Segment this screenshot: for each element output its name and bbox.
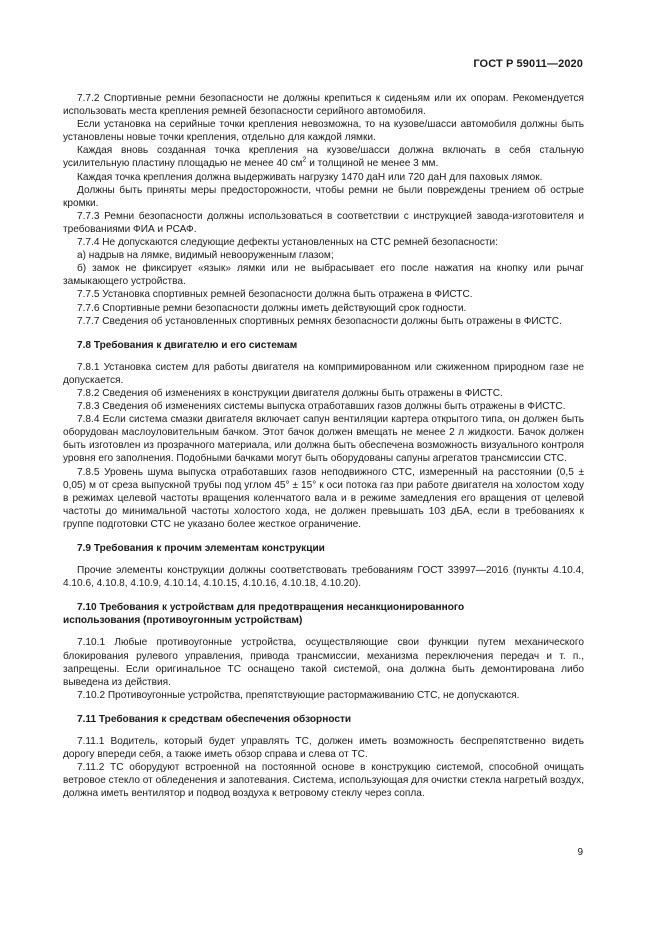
paragraph: 7.11.2 ТС оборудуют встроенной на постоянной основе в конструкцию системой, способной очищать ветровое стекло от обледенения и запотевания. Система, использующая для очистки стекла нагретый воздух, должна иметь вентилятор и подвод воздуха к ветровому стеклу через сопла.	[63, 762, 584, 800]
paragraph: Каждая точка крепления должна выдерживать нагрузку 1470 даН или 720 даН для паховых лямок.	[77, 171, 543, 183]
superscript: 2	[302, 157, 307, 165]
paragraph-plate	[63, 144, 584, 170]
list-item: а) надрыв на лямке, видимый невооруженным глазом;	[77, 250, 334, 262]
paragraph: 7.10.2 Противоугонные устройства, препятствующие растормаживанию СТС, не допускаются.	[77, 689, 520, 701]
section-heading-7-11: 7.11 Требования к средствам обеспечения обзорности	[77, 713, 352, 725]
paragraph: 7.8.2 Сведения об изменениях в конструкции двигателя должны быть отражены в ФИСТС.	[77, 387, 503, 399]
paragraph: 7.10.1 Любые противоугонные устройства, осуществляющие свои функции путем механического блокирования рулевого управления, привода трансмиссии, механизма переключения передач и т. п., запрещены. Если оригинальное ТС оснащено такой системой, она должна быть демонтирована либо выведена из действия.	[63, 637, 584, 688]
paragraph: 7.7.2 Спортивные ремни безопасности не должны крепиться к сиденьям или их опорам. Рекомендуется использовать места крепления ремней безопасности серийного автомобиля.	[63, 93, 584, 118]
paragraph: 7.7.6 Спортивные ремни безопасности должны иметь действующий срок годности.	[77, 302, 467, 314]
paragraph: 7.8.1 Установка систем для работы двигателя на компримированном или сжиженном природном газе не допускается.	[63, 361, 584, 386]
paragraph: Должны быть приняты меры предосторожности, чтобы ремни не были повреждены трением об острые кромки.	[63, 184, 584, 209]
paragraph: 7.8.5 Уровень шума выпуска отработавших газов неподвижного СТС, измеренный на расстоянии (0,5 ± 0,05) м от среза выпускной трубы под углом 45° ± 15° к оси потока газ при работе двигателя на холостом ходу в режимах целевой частоты вращения коленчатого вала и в режиме замедления его вращения от целевой частоты до минимальной частоты холостого хода, не должен превышать 103 дБА, если в требованиях к группе подготовки СТС не указано более жесткое ограничение.	[63, 466, 584, 530]
section-heading-7-10	[63, 601, 584, 627]
paragraph: 7.7.4 Не допускаются следующие дефекты установленных на СТС ремней безопасности:	[77, 237, 498, 249]
document-code-header: ГОСТ Р 59011—2020	[473, 58, 583, 70]
paragraph: 7.7.5 Установка спортивных ремней безопасности должна быть отражена в ФИСТС.	[77, 289, 473, 301]
paragraph: 7.8.3 Сведения об изменениях системы выпуска отработавших газов должны быть отражены в ФИСТС.	[77, 401, 566, 413]
paragraph: 7.7.3 Ремни безопасности должны использоваться в соответствии с инструкцией завода-изготовителя и требованиями ФИА и РСАФ.	[63, 210, 584, 235]
document-body	[63, 92, 584, 801]
paragraph: Если установка на серийные точки крепления невозможна, то на кузове/шасси автомобиля должны быть установлены новые точки крепления, отдельно для каждой лямки.	[63, 119, 584, 144]
plate-text-after: и толщиной не менее 3 мм.	[306, 158, 439, 170]
section-heading-7-9: 7.9 Требования к прочим элементам конструкции	[77, 543, 325, 554]
paragraph: Прочие элементы конструкции должны соответствовать требованиям ГОСТ 33997—2016 (пункты 4.10.4, 4.10.6, 4.10.8, 4.10.9, 4.10.14, 4.10.15, 4.10.16, 4.10.18, 4.10.20).	[63, 565, 584, 590]
paragraph: 7.8.4 Если система смазки двигателя включает сапун вентиляции картера открытого типа, он должен быть оборудован маслоуловительным бачком. Этот бачок должен вмещать не менее 2 л жидкости. Бачок должен быть изготовлен из прозрачного материала, или должна быть обеспечена возможность визуального контроля уровня его заполнения. Подобными бачками могут быть оборудованы сапуны агрегатов трансмиссии СТС.	[63, 414, 584, 465]
paragraph: 7.11.1 Водитель, который будет управлять ТС, должен иметь возможность беспрепятственно видеть дорогу впереди себя, а также иметь обзор справа и слева от ТС.	[63, 736, 584, 761]
heading-line: использования (противоугонным устройствам)	[63, 615, 303, 627]
page-number: 9	[577, 847, 583, 858]
section-heading-7-8: 7.8 Требования к двигателю и его системам	[77, 339, 298, 351]
heading-line: 7.10 Требования к устройствам для предотвращения несанкционированного	[77, 602, 465, 614]
paragraph: 7.7.7 Сведения об установленных спортивных ремнях безопасности должны быть отражены в ФИСТС.	[77, 315, 562, 327]
plate-text-before: Каждая вновь созданная точка крепления на кузове/шасси должна включать в себя стальную усилительную пластину площадью не менее 40 см	[63, 145, 584, 170]
list-item: б) замок не фиксирует «язык» лямки или не выбрасывает его после нажатия на кнопку или рычаг замыкающего устройства.	[63, 263, 584, 288]
